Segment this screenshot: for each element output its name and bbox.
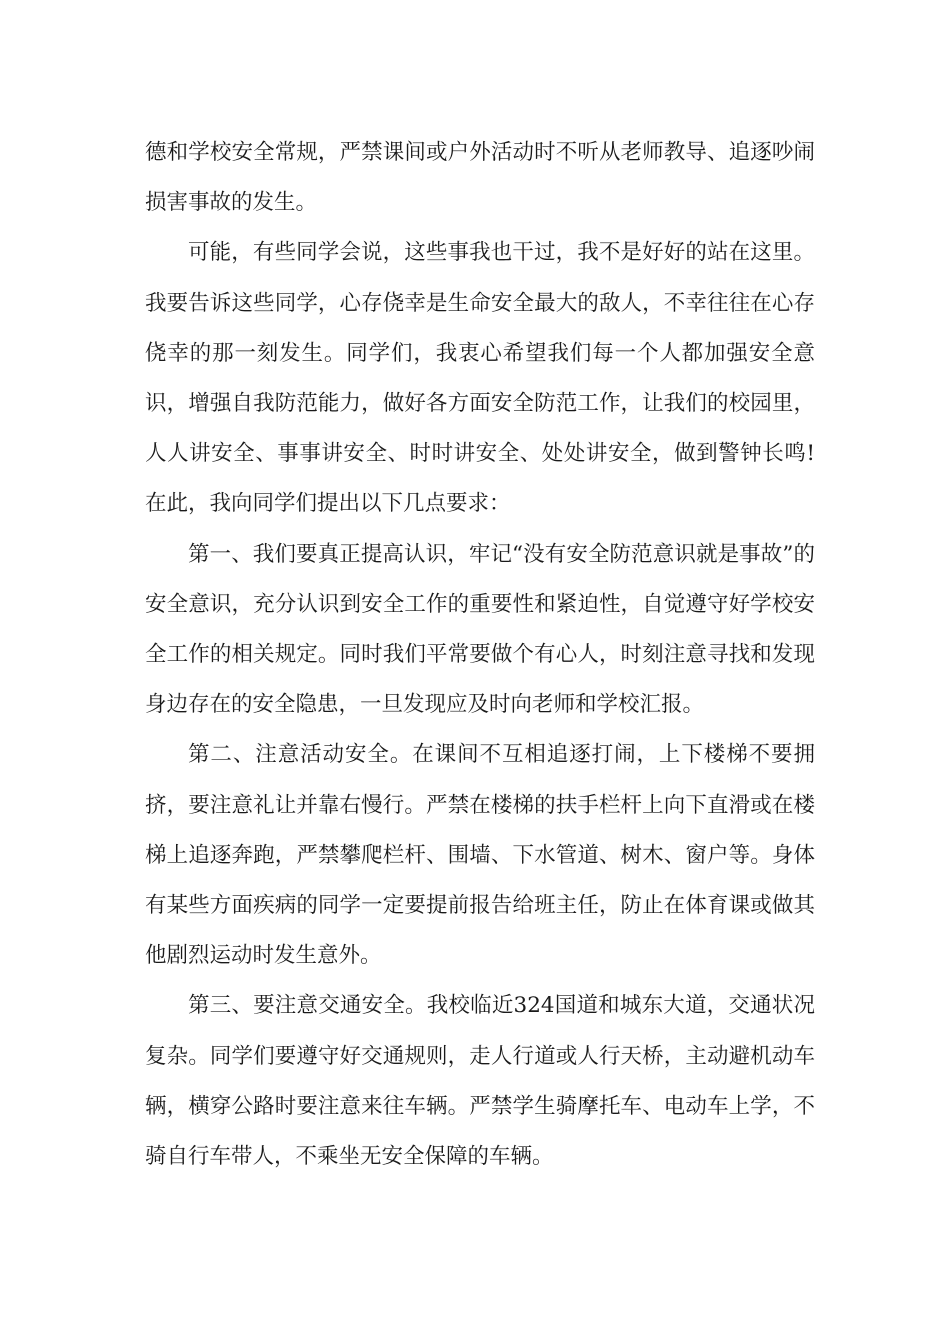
- paragraph-requirement-2: 第二、注意活动安全。在课间不互相追逐打闹，上下楼梯不要拥挤，要注意礼让并靠右慢行。严禁在楼梯的扶手栏杆上向下直滑或在楼梯上追逐奔跑，严禁攀爬栏杆、围墙、下水管道、树木、窗户等。身体有某些方面疾病的同学一定要提前报告给班主任，防止在体育课或做其他剧烈运动时发生意外。: [145, 742, 815, 969]
- paragraph-continuation: 德和学校安全常规，严禁课间或户外活动时不听从老师教导、追逐吵闹损害事故的发生。: [145, 140, 815, 216]
- paragraph-requirement-1: 第一、我们要真正提高认识，牢记“没有安全防范意识就是事故”的安全意识，充分认识到安全工作的重要性和紧迫性，自觉遵守好学校安全工作的相关规定。同时我们平常要做个有心人，时刻注意寻找和发现身边存在的安全隐患，一旦发现应及时向老师和学校汇报。: [145, 541, 815, 718]
- document-body: [145, 128, 815, 1182]
- paragraph-warning: 可能，有些同学会说，这些事我也干过，我不是好好的站在这里。我要告诉这些同学，心存侥幸是生命安全最大的敌人，不幸往往在心存侥幸的那一刻发生。同学们，我衷心希望我们每一个人都加强安全意识，增强自我防范能力，做好各方面安全防范工作，让我们的校园里，人人讲安全、事事讲安全、时时讲安全、处处讲安全，做到警钟长鸣!在此，我向同学们提出以下几点要求：: [145, 240, 815, 517]
- paragraph-requirement-3: 第三、要注意交通安全。我校临近324国道和城东大道，交通状况复杂。同学们要遵守好交通规则，走人行道或人行天桥，主动避机动车辆，横穿公路时要注意来往车辆。严禁学生骑摩托车、电动车上学，不骑自行车带人，不乘坐无安全保障的车辆。: [145, 993, 815, 1170]
